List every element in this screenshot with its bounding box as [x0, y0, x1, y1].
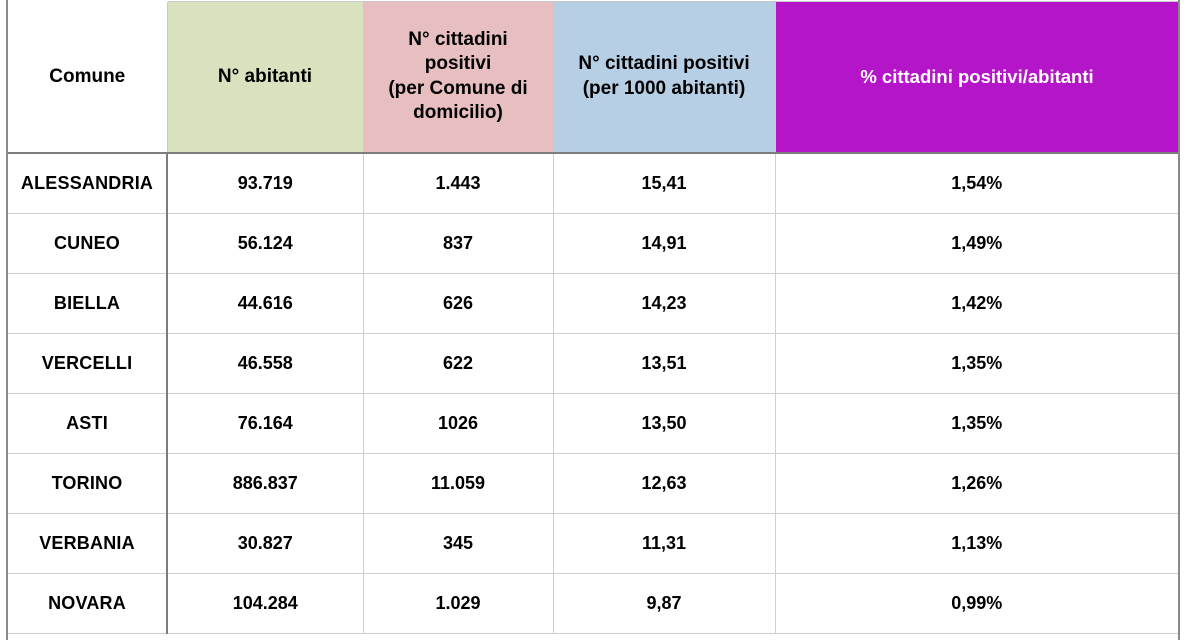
column-header-per1000-line2: (per 1000 abitanti)	[582, 77, 746, 99]
column-header-positivi-line4: domicilio)	[413, 102, 503, 124]
cell-per1000: 12,63	[553, 453, 775, 513]
cell-percentuale: 1,13%	[775, 513, 1179, 573]
table-row	[7, 273, 1179, 333]
cell-percentuale: 1,26%	[775, 453, 1179, 513]
column-header-positivi-line3: (per Comune di	[388, 77, 528, 99]
cell-abitanti: 93.719	[167, 153, 363, 213]
cell-comune: TORINO	[7, 453, 167, 513]
cell-comune: NOVARA	[7, 573, 167, 633]
cell-abitanti: 886.837	[167, 453, 363, 513]
cell-comune: BIELLA	[7, 273, 167, 333]
table-row	[7, 213, 1179, 273]
cell-positivi: 837	[363, 213, 553, 273]
table-header	[7, 1, 1179, 153]
cell-abitanti: 56.124	[167, 213, 363, 273]
cell-per1000: 14,91	[553, 213, 775, 273]
cell-per1000: 11,31	[553, 513, 775, 573]
column-header-abitanti-label: N° abitanti	[217, 65, 313, 87]
table-row	[7, 453, 1179, 513]
column-header-percentuale	[775, 1, 1179, 153]
column-header-per1000-line1: N° cittadini positivi	[578, 53, 750, 75]
cell-comune: ALESSANDRIA	[7, 153, 167, 213]
sheet-left-border	[6, 0, 8, 640]
table-body	[7, 153, 1179, 633]
cell-positivi: 1.029	[363, 573, 553, 633]
cell-comune: CUNEO	[7, 213, 167, 273]
cell-percentuale: 1,42%	[775, 273, 1179, 333]
cell-abitanti: 30.827	[167, 513, 363, 573]
table-header-row	[7, 1, 1179, 153]
column-header-percentuale-label: % cittadini positivi/abitanti	[860, 65, 1094, 87]
cell-abitanti: 104.284	[167, 573, 363, 633]
cell-percentuale: 1,54%	[775, 153, 1179, 213]
positivity-table	[6, 0, 1180, 634]
sheet-right-border	[1178, 0, 1180, 640]
cell-positivi: 1026	[363, 393, 553, 453]
column-header-comune-label: Comune	[49, 65, 126, 87]
table-row	[7, 153, 1179, 213]
cell-per1000: 9,87	[553, 573, 775, 633]
table-row	[7, 573, 1179, 633]
column-header-positivi-line2: positivi	[424, 53, 492, 75]
cell-percentuale: 1,35%	[775, 333, 1179, 393]
cell-per1000: 13,50	[553, 393, 775, 453]
column-header-positivi-line1: N° cittadini	[408, 29, 508, 51]
column-header-positivi-domicilio	[363, 1, 553, 153]
cell-per1000: 15,41	[553, 153, 775, 213]
cell-positivi: 345	[363, 513, 553, 573]
cell-percentuale: 0,99%	[775, 573, 1179, 633]
cell-percentuale: 1,49%	[775, 213, 1179, 273]
column-header-abitanti	[167, 1, 363, 153]
cell-abitanti: 76.164	[167, 393, 363, 453]
column-header-comune	[7, 1, 167, 153]
cell-comune: VERBANIA	[7, 513, 167, 573]
cell-comune: VERCELLI	[7, 333, 167, 393]
column-header-positivi-per-1000	[553, 1, 775, 153]
cell-comune: ASTI	[7, 393, 167, 453]
cell-percentuale: 1,35%	[775, 393, 1179, 453]
cell-positivi: 626	[363, 273, 553, 333]
table-row	[7, 513, 1179, 573]
table-row	[7, 393, 1179, 453]
cell-per1000: 13,51	[553, 333, 775, 393]
cell-positivi: 1.443	[363, 153, 553, 213]
cell-positivi: 622	[363, 333, 553, 393]
cell-abitanti: 46.558	[167, 333, 363, 393]
cell-positivi: 11.059	[363, 453, 553, 513]
table-row	[7, 333, 1179, 393]
cell-abitanti: 44.616	[167, 273, 363, 333]
cell-per1000: 14,23	[553, 273, 775, 333]
